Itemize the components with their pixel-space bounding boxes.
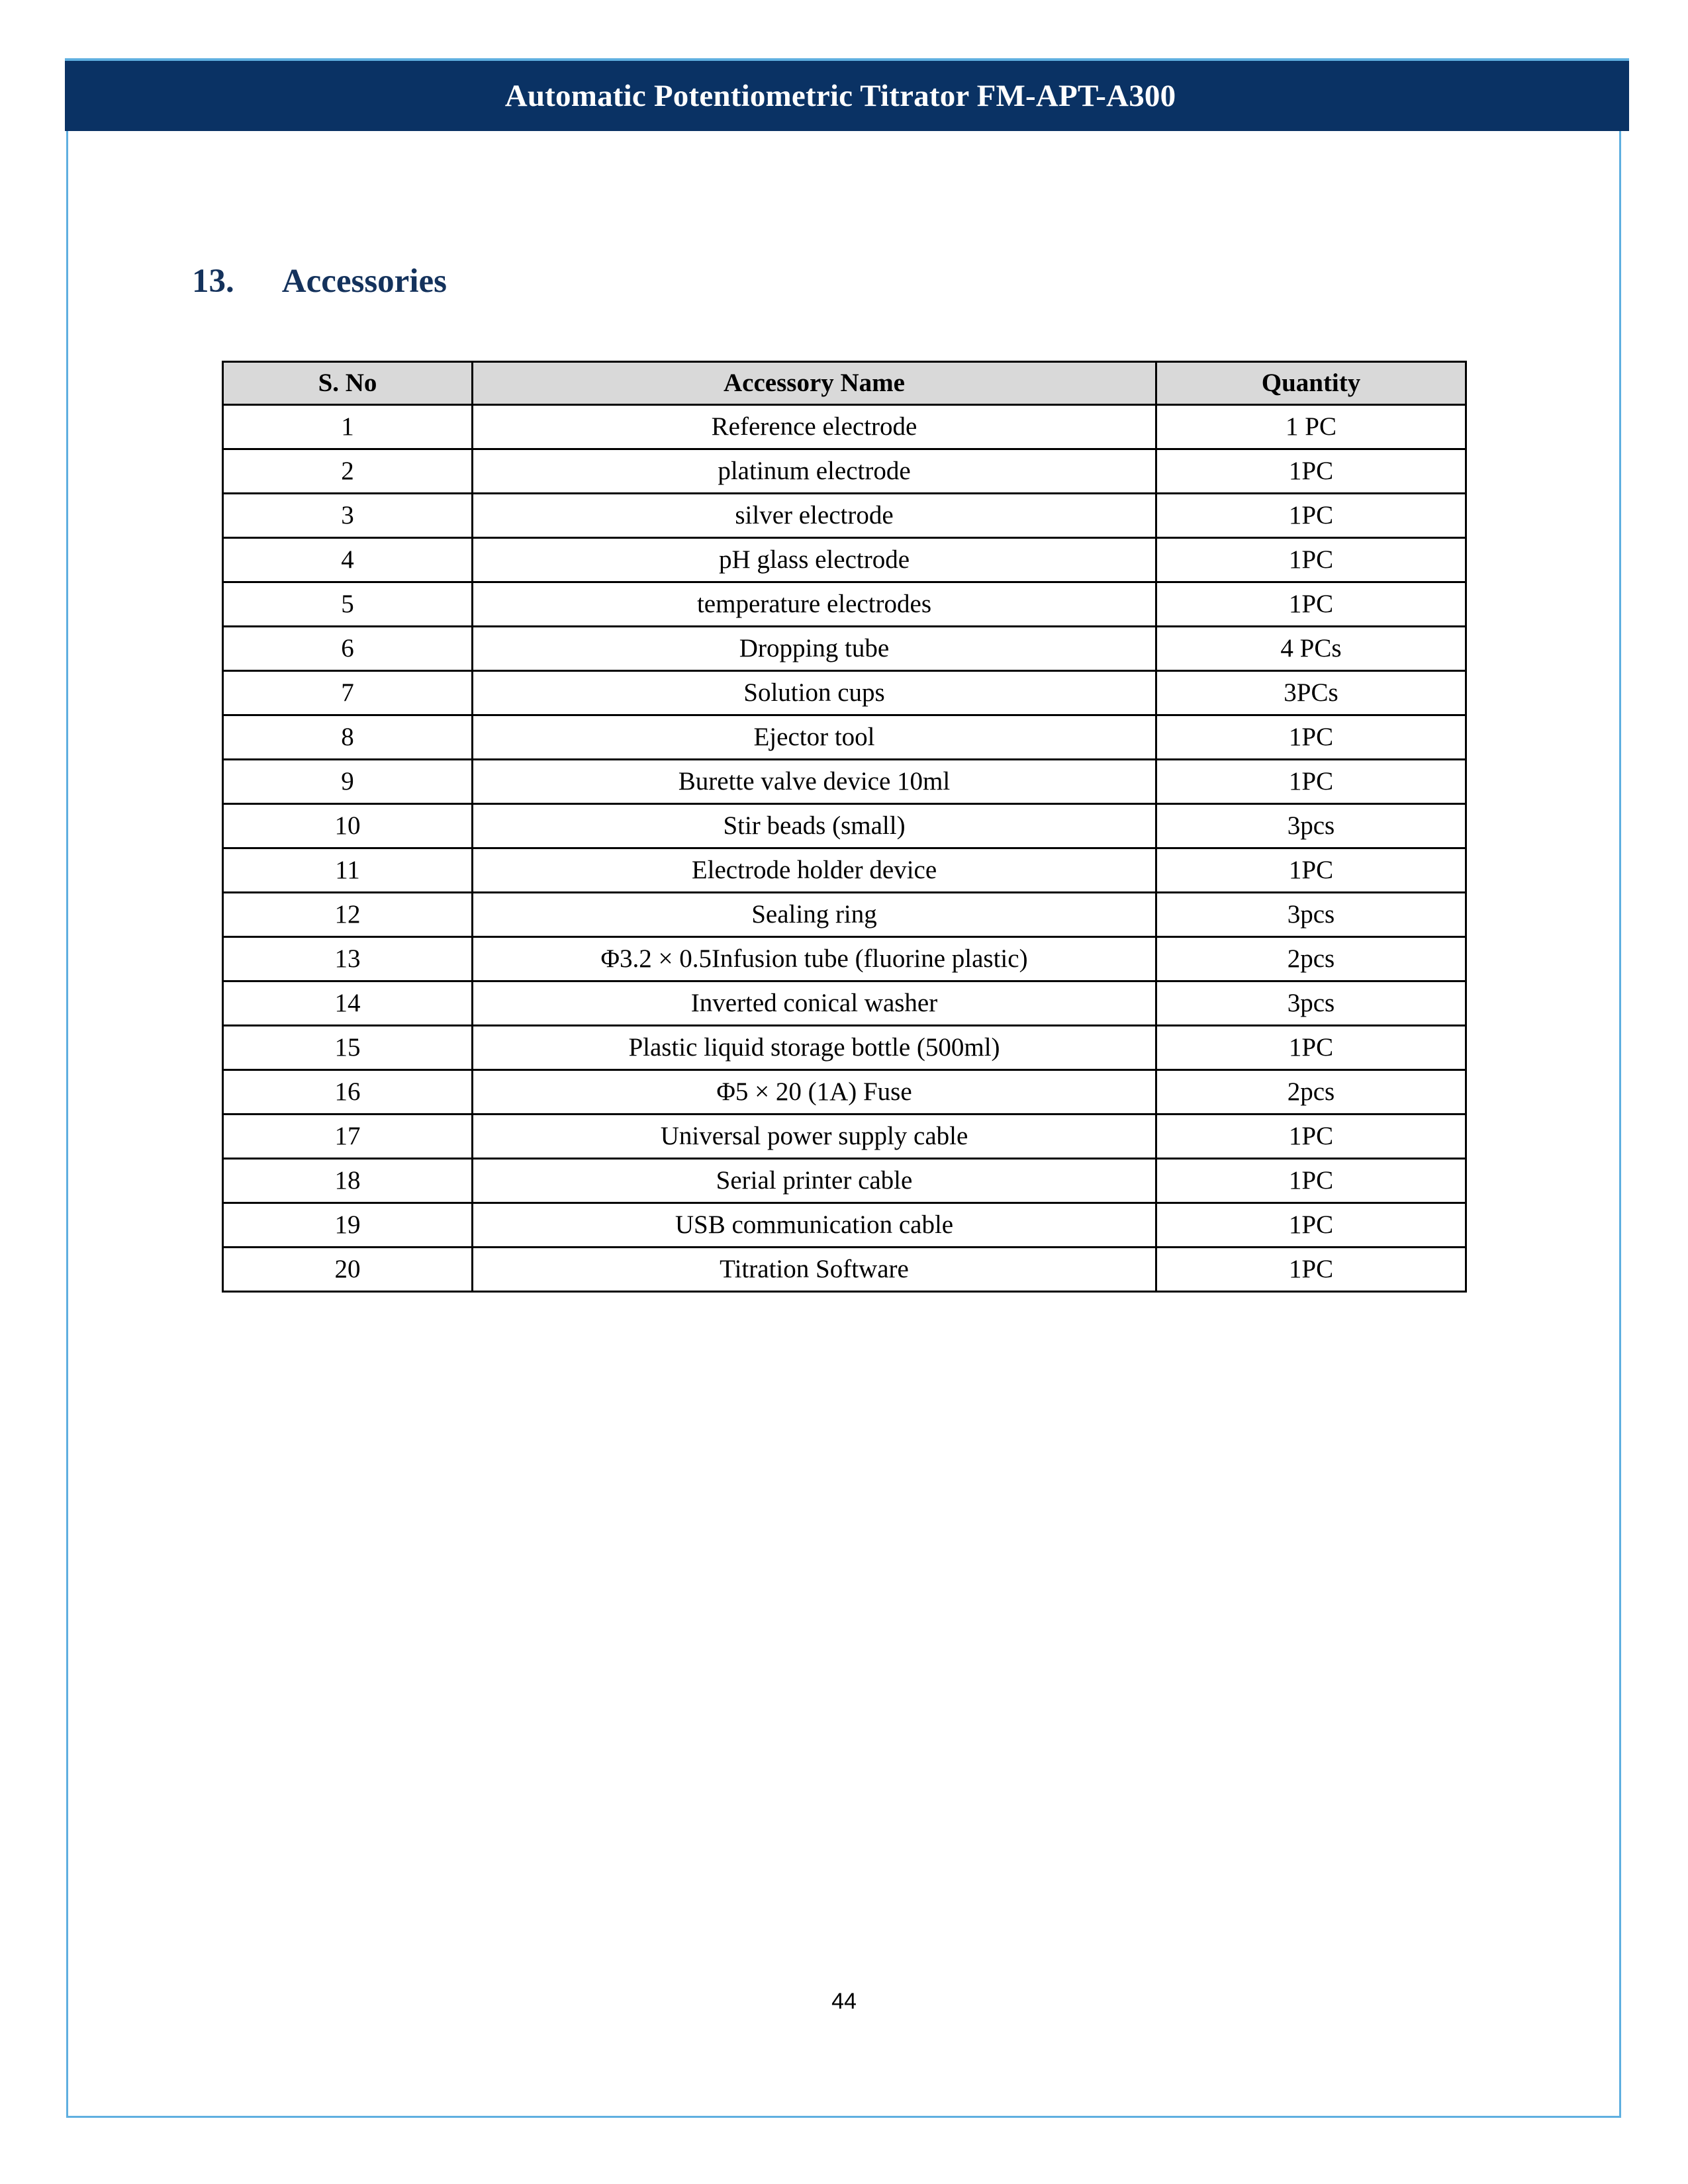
table-row bbox=[223, 1026, 1466, 1070]
table-row bbox=[223, 582, 1466, 627]
table-row bbox=[223, 937, 1466, 981]
cell-sno: 7 bbox=[223, 671, 473, 715]
cell-accessory-name: platinum electrode bbox=[473, 449, 1156, 494]
cell-quantity: 1PC bbox=[1156, 1115, 1466, 1159]
cell-sno: 3 bbox=[223, 494, 473, 538]
cell-accessory-name: Reference electrode bbox=[473, 405, 1156, 449]
table-row bbox=[223, 494, 1466, 538]
cell-accessory-name: temperature electrodes bbox=[473, 582, 1156, 627]
cell-sno: 10 bbox=[223, 804, 473, 848]
cell-accessory-name: Solution cups bbox=[473, 671, 1156, 715]
cell-accessory-name: Φ5 × 20 (1A) Fuse bbox=[473, 1070, 1156, 1115]
cell-quantity: 2pcs bbox=[1156, 937, 1466, 981]
cell-quantity: 4 PCs bbox=[1156, 627, 1466, 671]
cell-quantity: 1PC bbox=[1156, 582, 1466, 627]
cell-accessory-name: silver electrode bbox=[473, 494, 1156, 538]
table-row bbox=[223, 804, 1466, 848]
cell-sno: 12 bbox=[223, 893, 473, 937]
cell-accessory-name: Φ3.2 × 0.5Infusion tube (fluorine plastic) bbox=[473, 937, 1156, 981]
section-heading bbox=[192, 262, 447, 300]
table-header bbox=[223, 362, 1466, 405]
cell-accessory-name: Plastic liquid storage bottle (500ml) bbox=[473, 1026, 1156, 1070]
cell-sno: 2 bbox=[223, 449, 473, 494]
cell-quantity: 3pcs bbox=[1156, 981, 1466, 1026]
cell-accessory-name: Electrode holder device bbox=[473, 848, 1156, 893]
cell-quantity: 1PC bbox=[1156, 1203, 1466, 1248]
table-row bbox=[223, 538, 1466, 582]
cell-sno: 15 bbox=[223, 1026, 473, 1070]
accessories-table-container bbox=[222, 361, 1465, 1293]
cell-sno: 9 bbox=[223, 760, 473, 804]
cell-sno: 18 bbox=[223, 1159, 473, 1203]
cell-quantity: 1PC bbox=[1156, 1026, 1466, 1070]
document-title: Automatic Potentiometric Titrator FM-APT-A300 bbox=[504, 79, 1176, 113]
page-number: 44 bbox=[831, 1989, 857, 2014]
cell-accessory-name: Stir beads (small) bbox=[473, 804, 1156, 848]
table-row bbox=[223, 981, 1466, 1026]
cell-sno: 8 bbox=[223, 715, 473, 760]
cell-sno: 14 bbox=[223, 981, 473, 1026]
table-row bbox=[223, 1115, 1466, 1159]
table-row bbox=[223, 1203, 1466, 1248]
cell-sno: 13 bbox=[223, 937, 473, 981]
table-row bbox=[223, 848, 1466, 893]
table-row bbox=[223, 1159, 1466, 1203]
column-header-quantity: Quantity bbox=[1156, 362, 1466, 405]
cell-quantity: 1 PC bbox=[1156, 405, 1466, 449]
table-row bbox=[223, 627, 1466, 671]
table-row bbox=[223, 715, 1466, 760]
table-row bbox=[223, 405, 1466, 449]
cell-accessory-name: Titration Software bbox=[473, 1248, 1156, 1292]
cell-sno: 4 bbox=[223, 538, 473, 582]
section-title: Accessories bbox=[281, 263, 447, 300]
table-row bbox=[223, 893, 1466, 937]
cell-accessory-name: pH glass electrode bbox=[473, 538, 1156, 582]
accessories-table bbox=[222, 361, 1467, 1293]
cell-quantity: 1PC bbox=[1156, 449, 1466, 494]
cell-accessory-name: Serial printer cable bbox=[473, 1159, 1156, 1203]
table-row bbox=[223, 1248, 1466, 1292]
cell-accessory-name: Ejector tool bbox=[473, 715, 1156, 760]
cell-quantity: 3pcs bbox=[1156, 893, 1466, 937]
cell-quantity: 1PC bbox=[1156, 538, 1466, 582]
section-number: 13. bbox=[192, 263, 234, 300]
table-row bbox=[223, 760, 1466, 804]
cell-sno: 5 bbox=[223, 582, 473, 627]
cell-sno: 20 bbox=[223, 1248, 473, 1292]
cell-quantity: 1PC bbox=[1156, 1159, 1466, 1203]
document-header-banner bbox=[65, 58, 1629, 131]
cell-accessory-name: Sealing ring bbox=[473, 893, 1156, 937]
cell-sno: 17 bbox=[223, 1115, 473, 1159]
table-row bbox=[223, 671, 1466, 715]
cell-accessory-name: USB communication cable bbox=[473, 1203, 1156, 1248]
cell-accessory-name: Dropping tube bbox=[473, 627, 1156, 671]
table-header-row bbox=[223, 362, 1466, 405]
table-row bbox=[223, 449, 1466, 494]
cell-sno: 1 bbox=[223, 405, 473, 449]
table-row bbox=[223, 1070, 1466, 1115]
cell-quantity: 3pcs bbox=[1156, 804, 1466, 848]
cell-sno: 16 bbox=[223, 1070, 473, 1115]
cell-quantity: 1PC bbox=[1156, 494, 1466, 538]
cell-quantity: 1PC bbox=[1156, 715, 1466, 760]
column-header-accessory-name: Accessory Name bbox=[473, 362, 1156, 405]
column-header-sno: S. No bbox=[223, 362, 473, 405]
cell-sno: 6 bbox=[223, 627, 473, 671]
cell-quantity: 1PC bbox=[1156, 1248, 1466, 1292]
cell-accessory-name: Inverted conical washer bbox=[473, 981, 1156, 1026]
cell-accessory-name: Universal power supply cable bbox=[473, 1115, 1156, 1159]
cell-sno: 11 bbox=[223, 848, 473, 893]
cell-quantity: 3PCs bbox=[1156, 671, 1466, 715]
cell-accessory-name: Burette valve device 10ml bbox=[473, 760, 1156, 804]
cell-quantity: 1PC bbox=[1156, 848, 1466, 893]
table-body bbox=[223, 405, 1466, 1292]
cell-sno: 19 bbox=[223, 1203, 473, 1248]
cell-quantity: 2pcs bbox=[1156, 1070, 1466, 1115]
cell-quantity: 1PC bbox=[1156, 760, 1466, 804]
